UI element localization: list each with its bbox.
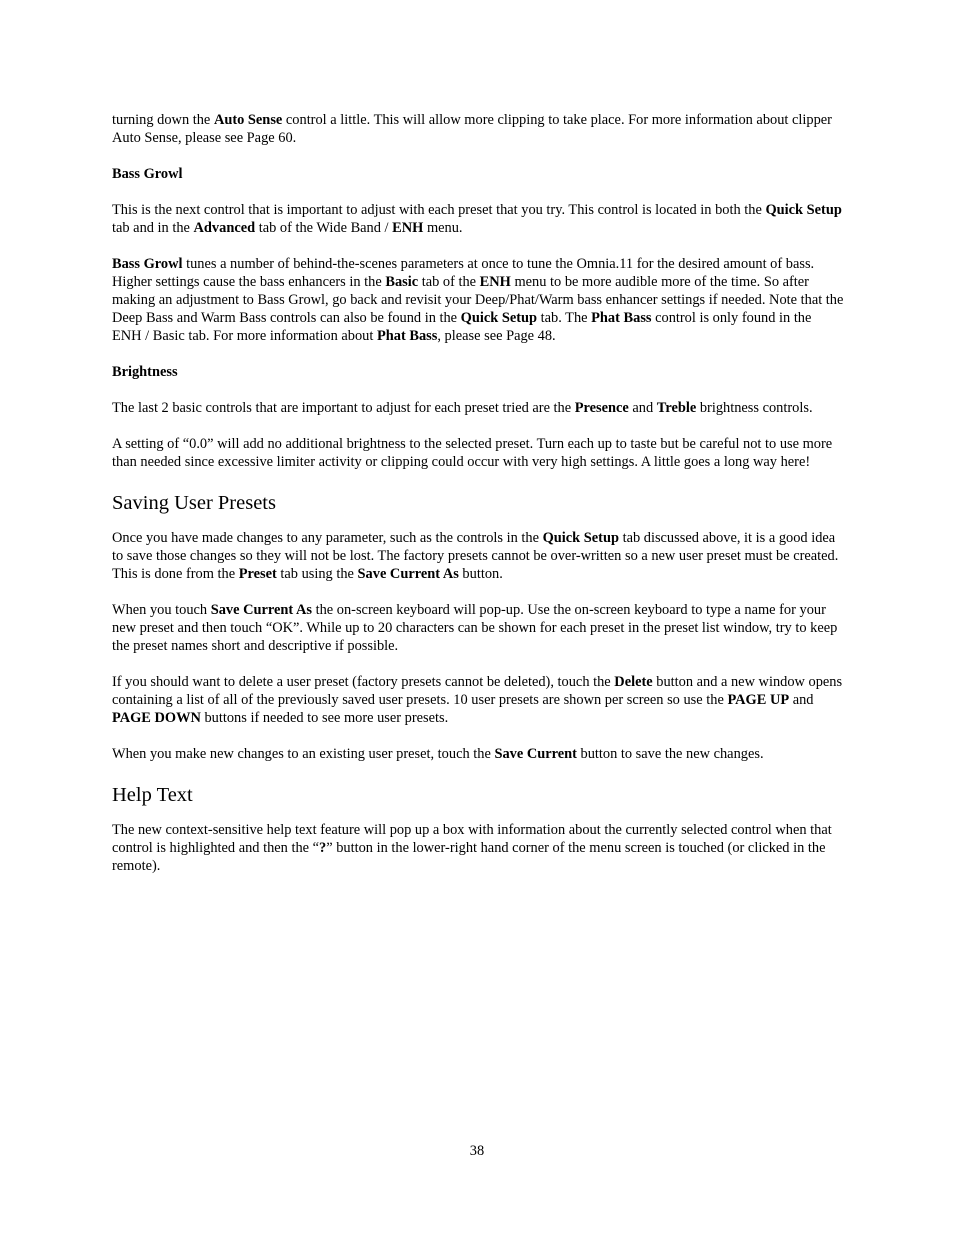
subheading-brightness: Brightness — [112, 364, 178, 380]
paragraph-delete-preset: If you should want to delete a user preset (factory presets cannot be deleted), touch the Delete button and a new window opens containing a list of all of the previously saved user presets. 10 user presets are shown per screen so use the PAGE UP and PAGE DOWN buttons if needed to see more user presets. — [112, 674, 843, 726]
paragraph-help-text: The new context-sensitive help text feature will pop up a box with information about the currently selected control when that control is highlighted and then the “?” button in the lower-right hand corner of the menu screen is touched (or clicked in the remote). — [112, 822, 832, 874]
paragraph-save-current: When you make new changes to an existing user preset, touch the Save Current button to save the new changes. — [112, 746, 764, 762]
paragraph-brightness-controls: The last 2 basic controls that are important to adjust for each preset tried are the Presence and Treble brightness controls. — [112, 400, 813, 416]
page-number: 38 — [469, 1143, 485, 1159]
paragraph-save-current-as: When you touch Save Current As the on-screen keyboard will pop-up. Use the on-screen keyboard to type a name for your new preset and then touch “OK”. While up to 20 characters can be shown for each preset in the preset list window, try to keep the preset names short and descriptive if possible. — [112, 602, 838, 654]
paragraph-brightness-setting: A setting of “0.0” will add no additional brightness to the selected preset. Turn each up to taste but be careful not to use more than needed since excessive limiter activity or clipping could occur with very high settings. A little goes a long way here! — [112, 436, 833, 470]
section-title-saving-user-presets: Saving User Presets — [112, 492, 276, 514]
paragraph-bass-growl-location: This is the next control that is important to adjust with each preset that you try. This control is located in both the Quick Setup tab and in the Advanced tab of the Wide Band / ENH menu. — [112, 202, 842, 236]
subheading-bass-growl: Bass Growl — [112, 166, 183, 182]
document-body — [112, 111, 844, 893]
paragraph-save-changes: Once you have made changes to any parameter, such as the controls in the Quick Setup tab discussed above, it is a good idea to save those changes so they will not be lost. The factory presets cannot be over-written so a new user preset must be created. This is done from the Preset tab using the Save Current As button. — [112, 530, 839, 582]
paragraph-auto-sense: turning down the Auto Sense control a little. This will allow more clipping to take place. For more information about clipper Auto Sense, please see Page 60. — [112, 112, 832, 146]
section-title-help-text: Help Text — [112, 784, 193, 806]
paragraph-bass-growl-detail: Bass Growl tunes a number of behind-the-scenes parameters at once to tune the Omnia.11 for the desired amount of bass. Higher settings cause the bass enhancers in the Basic tab of the ENH menu to be more audible more of the time. So after making an adjustment to Bass Growl, go back and revisit your Deep/Phat/Warm bass enhancer settings if needed. Note that the Deep Bass and Warm Bass controls can also be found in the Quick Setup tab. The Phat Bass control is only found in the ENH / Basic tab. For more information about Phat Bass, please see Page 48. — [112, 256, 844, 344]
